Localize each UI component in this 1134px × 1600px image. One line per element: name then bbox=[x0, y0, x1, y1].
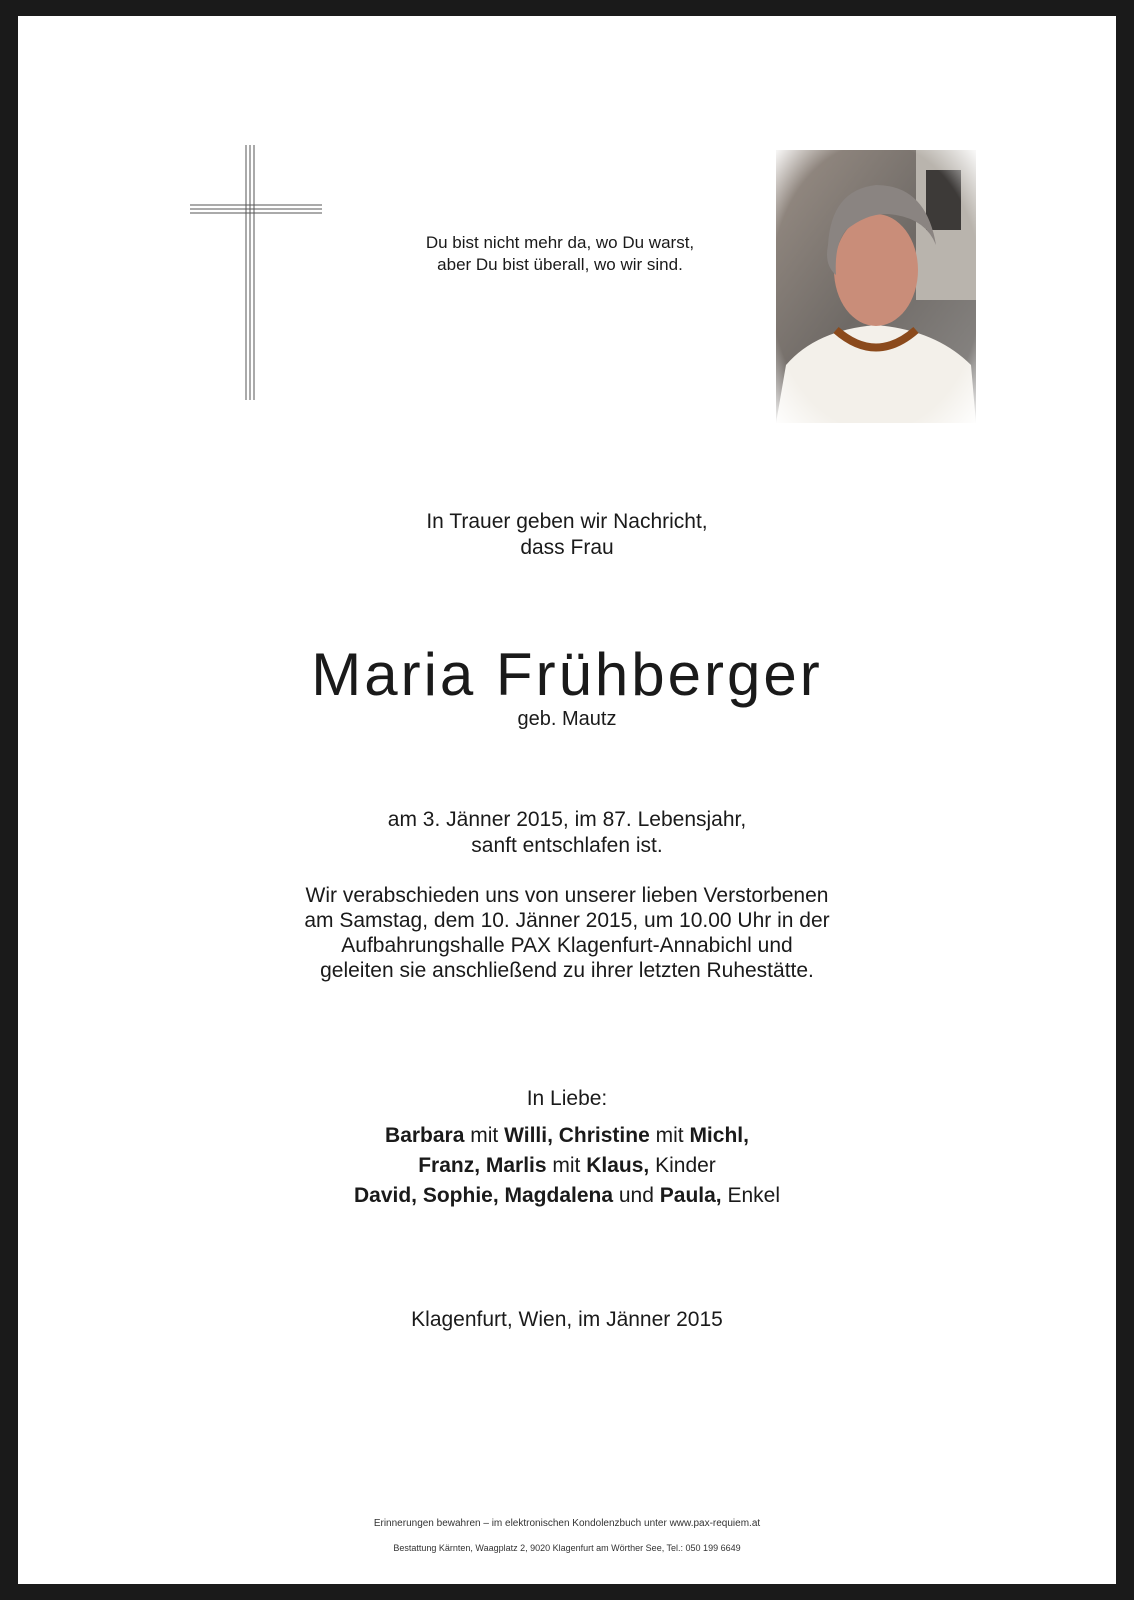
cross-icon bbox=[190, 145, 322, 400]
connector-text: mit bbox=[464, 1124, 505, 1147]
connector-text: mit bbox=[649, 1124, 690, 1147]
death-line: am 3. Jänner 2015, im 87. Lebensjahr, bbox=[387, 808, 747, 831]
farewell-line: Aufbahrungshalle PAX Klagenfurt-Annabichl und bbox=[341, 934, 793, 957]
announcement-line: dass Frau bbox=[520, 536, 614, 559]
mourner-name: David, Sophie, Magdalena bbox=[353, 1184, 614, 1207]
birth-name: geb. Mautz bbox=[517, 708, 617, 730]
quote-line: Du bist nicht mehr da, wo Du warst, bbox=[425, 233, 695, 252]
death-line: sanft entschlafen ist. bbox=[471, 834, 663, 857]
condolence-book-note: Erinnerungen bewahren – im elektronischen Kondolenzbuch unter www.pax-requiem.at bbox=[373, 1518, 761, 1529]
mourner-name: Paula, bbox=[659, 1184, 722, 1207]
memorial-quote bbox=[335, 232, 785, 276]
connector-text: Enkel bbox=[721, 1184, 781, 1207]
farewell-line: Wir verabschieden uns von unserer lieben Verstorbenen bbox=[305, 884, 829, 907]
funeral-home-address: Bestattung Kärnten, Waagplatz 2, 9020 Klagenfurt am Wörther See, Tel.: 050 199 6649 bbox=[393, 1543, 741, 1553]
deceased-name: Maria Frühberger bbox=[311, 641, 823, 708]
mourners-line bbox=[0, 1121, 1134, 1151]
mourners-intro: In Liebe: bbox=[526, 1087, 608, 1110]
mourner-name: Willi, Christine bbox=[504, 1124, 650, 1147]
death-notice bbox=[0, 807, 1134, 859]
farewell-line: geleiten sie anschließend zu ihrer letzten Ruhestätte. bbox=[320, 959, 814, 982]
farewell-text bbox=[0, 883, 1134, 983]
quote-line: aber Du bist überall, wo wir sind. bbox=[437, 255, 683, 274]
place-date: Klagenfurt, Wien, im Jänner 2015 bbox=[411, 1308, 723, 1331]
mourners-line bbox=[0, 1181, 1134, 1211]
connector-text: mit bbox=[546, 1154, 587, 1177]
mourners-line bbox=[0, 1151, 1134, 1181]
connector-text: Kinder bbox=[649, 1154, 716, 1177]
farewell-line: am Samstag, dem 10. Jänner 2015, um 10.00 Uhr in der bbox=[304, 909, 830, 932]
connector-text: und bbox=[613, 1184, 660, 1207]
mourner-name: Michl, bbox=[689, 1124, 749, 1147]
mourner-name: Klaus, bbox=[586, 1154, 650, 1177]
announcement bbox=[0, 509, 1134, 561]
mourners-list bbox=[0, 1121, 1134, 1211]
mourner-name: Barbara bbox=[385, 1124, 465, 1147]
announcement-line: In Trauer geben wir Nachricht, bbox=[426, 510, 708, 533]
mourner-name: Franz, Marlis bbox=[418, 1154, 547, 1177]
portrait-photo bbox=[776, 150, 976, 423]
